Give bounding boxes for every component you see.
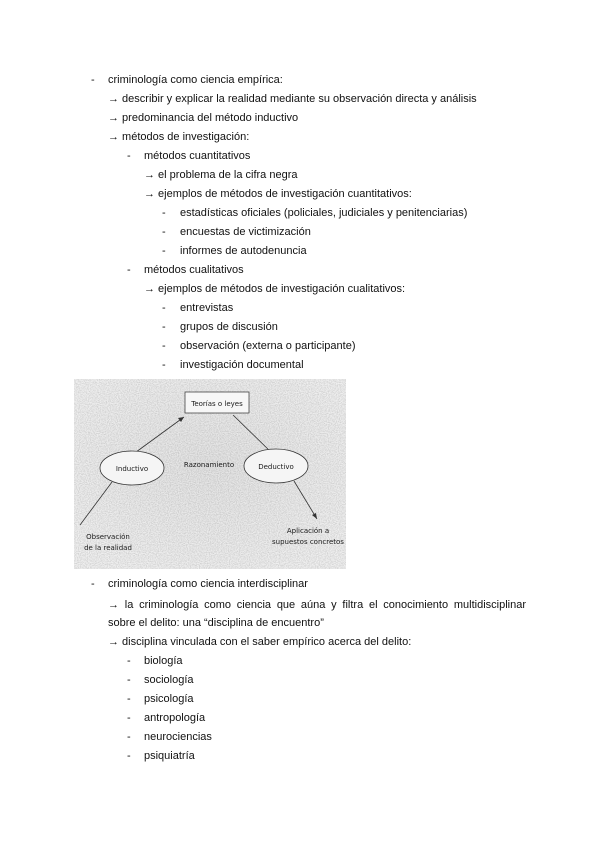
subheading-cualitativos: métodos cualitativos: [144, 264, 244, 276]
list-item: observación (externa o participante): [180, 340, 356, 352]
list-item: biología: [144, 655, 183, 667]
heading-empirica: criminología como ciencia empírica:: [108, 74, 283, 86]
arrow-line: → predominancia del método inductivo: [108, 112, 299, 124]
list-item: psiquiatría: [144, 750, 195, 762]
arrow-line: → el problema de la cifra negra: [144, 169, 298, 181]
paragraph-line: → la criminología como ciencia que aúna y filtra el conocimiento multidisciplinar: [108, 599, 526, 611]
list-item: antropología: [144, 712, 206, 724]
observation-label-1: Observación: [86, 533, 130, 541]
inductive-label: Inductivo: [115, 465, 149, 473]
list-item: investigación documental: [180, 359, 304, 371]
bullet-dash: -: [162, 226, 166, 238]
reasoning-diagram: [74, 379, 346, 569]
bullet-dash: -: [127, 731, 131, 743]
list-item: estadísticas oficiales (policiales, judiciales y penitenciarias): [180, 207, 468, 219]
bullet-dash: -: [127, 712, 131, 724]
bullet-dash: -: [127, 264, 131, 276]
list-item: psicología: [144, 693, 194, 705]
theory-box-label: Teorías o leyes: [191, 400, 243, 408]
bullet-dash: -: [127, 693, 131, 705]
deductive-label: Deductivo: [258, 463, 294, 471]
subheading-cuantitativos: métodos cuantitativos: [144, 150, 251, 162]
arrow-line: → métodos de investigación:: [108, 131, 250, 143]
list-item: informes de autodenuncia: [180, 245, 307, 257]
reasoning-label: Razonamiento: [183, 461, 235, 469]
heading-interdisciplinar: criminología como ciencia interdisciplinar: [108, 578, 308, 590]
application-label-2: supuestos concretos: [272, 538, 344, 546]
bullet-dash: -: [162, 340, 166, 352]
bullet-dash: -: [127, 750, 131, 762]
arrow-line: → describir y explicar la realidad mediante su observación directa y análisis: [108, 93, 477, 105]
bullet-dash: -: [91, 74, 95, 86]
bullet-dash: -: [162, 321, 166, 333]
list-item: grupos de discusión: [180, 321, 278, 333]
diagram-svg: [74, 379, 346, 569]
bullet-dash: -: [162, 245, 166, 257]
bullet-dash: -: [127, 674, 131, 686]
bullet-dash: -: [162, 207, 166, 219]
arrow-line: → ejemplos de métodos de investigación cualitativos:: [144, 283, 406, 295]
list-item: entrevistas: [180, 302, 234, 314]
arrow-line: → ejemplos de métodos de investigación cuantitativos:: [144, 188, 412, 200]
bullet-dash: -: [162, 302, 166, 314]
bullet-dash: -: [162, 359, 166, 371]
bullet-dash: -: [127, 655, 131, 667]
list-item: encuestas de victimización: [180, 226, 311, 238]
bullet-dash: -: [127, 150, 131, 162]
arrow-line: → disciplina vinculada con el saber empírico acerca del delito:: [108, 636, 412, 648]
list-item: sociología: [144, 674, 194, 686]
list-item: neurociencias: [144, 731, 212, 743]
bullet-dash: -: [91, 578, 95, 590]
paragraph-line: sobre el delito: una “disciplina de encuentro”: [108, 617, 324, 629]
application-label-1: Aplicación a: [286, 527, 330, 535]
observation-label-2: de la realidad: [84, 544, 132, 552]
